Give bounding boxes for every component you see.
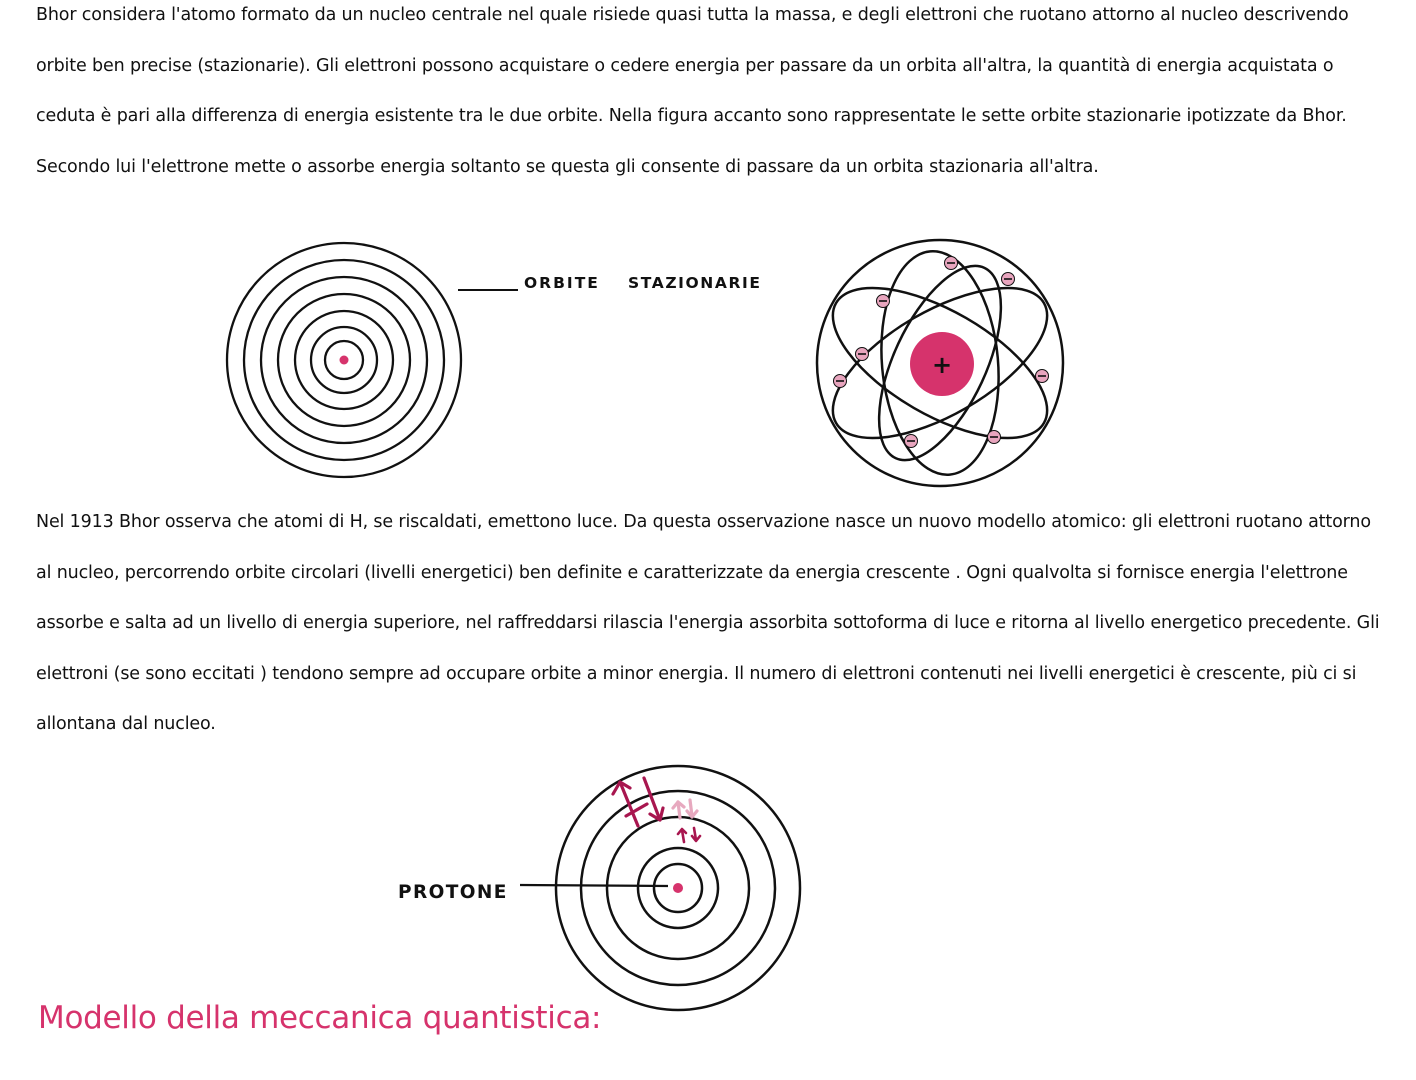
nucleus-dot [340, 356, 349, 365]
stationary-orbits-figure [212, 224, 772, 474]
bohr-model-paragraph: Nel 1913 Bhor osserva che atomi di H, se riscaldati, emettono luce. Da questa osservazione nasce un nuovo modello atomico: gli elettroni ruotano attorno al nucleo, percorrendo orbite circolari (livelli energetici) ben definite e caratterizzate da energia crescente . Ogni qualvolta si fornisce energia l'elettrone assorbe e salta ad un livello di energia superiore, nel raffreddarsi rilascia l'energia assorbita sottoforma di luce e ritorna al livello energetico precedente. Gli elettroni (se sono eccitati ) tendono sempre ad occupare orbite a minor energia. Il numero di elettroni contenuti nei livelli energetici è crescente, più ci si allontana dal nucleo. [36, 512, 1380, 735]
proton-label: PROTONE [398, 882, 508, 903]
energy-levels-figure [380, 760, 860, 1020]
orbit-label-left: ORBITE [524, 274, 600, 292]
transition-arrows-outer [613, 778, 663, 826]
intro-paragraph: Bhor considera l'atomo formato da un nucleo centrale nel quale risiede quasi tutta la massa, e degli elettroni che ruotano attorno al nucleo descrivendo orbite ben precise (stazionarie). Gli elettroni possono acquistare o cedere energia per passare da un orbita all'altra, la quantità di energia acquistata o ceduta è pari alla differenza di energia esistente tra le due orbite. Nella figura accanto sono rappresentate le sette orbite stazionarie ipotizzate da Bhor. Secondo lui l'elettrone mette o assorbe energia soltanto se questa gli consente di passare da un orbita stazionaria all'altra. [36, 5, 1349, 177]
section-title: Modello della meccanica quantistica: [38, 1000, 602, 1036]
orbit-label-right: STAZIONARIE [628, 274, 762, 292]
atom-model-figure [810, 236, 1080, 496]
transition-arrows-inner [678, 828, 700, 842]
proton-dot [673, 883, 683, 893]
nucleus-charge: + [931, 351, 953, 379]
proton-leader [520, 885, 668, 886]
transition-arrows-middle [673, 800, 697, 818]
